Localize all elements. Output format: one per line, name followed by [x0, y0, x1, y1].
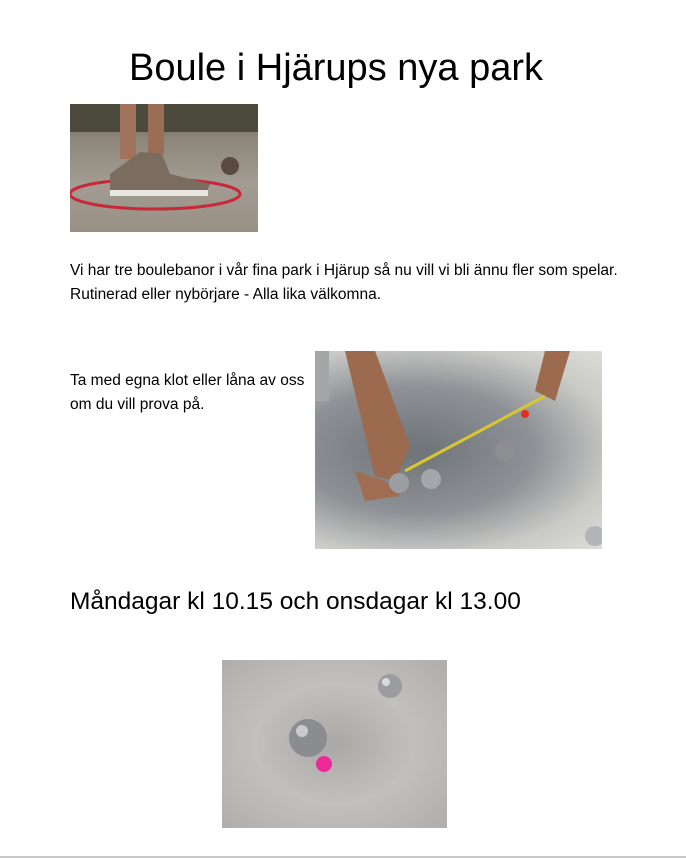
page-title: Boule i Hjärups nya park [129, 47, 543, 89]
intro-paragraph: Vi har tre boulebanor i vår fina park i Hjärup så nu vill vi bli ännu fler som spelar. Rutinerad eller nybörjare - Alla lika välkomna. [70, 262, 618, 303]
bring-paragraph: Ta med egna klot eller låna av oss om du vill prova på. [70, 372, 305, 413]
schedule-heading: Måndagar kl 10.15 och onsdagar kl 13.00 [70, 588, 521, 615]
photo-shoes-boule [70, 104, 258, 237]
photo-boules-jack [222, 660, 447, 828]
photo-measuring-boules [315, 351, 602, 549]
